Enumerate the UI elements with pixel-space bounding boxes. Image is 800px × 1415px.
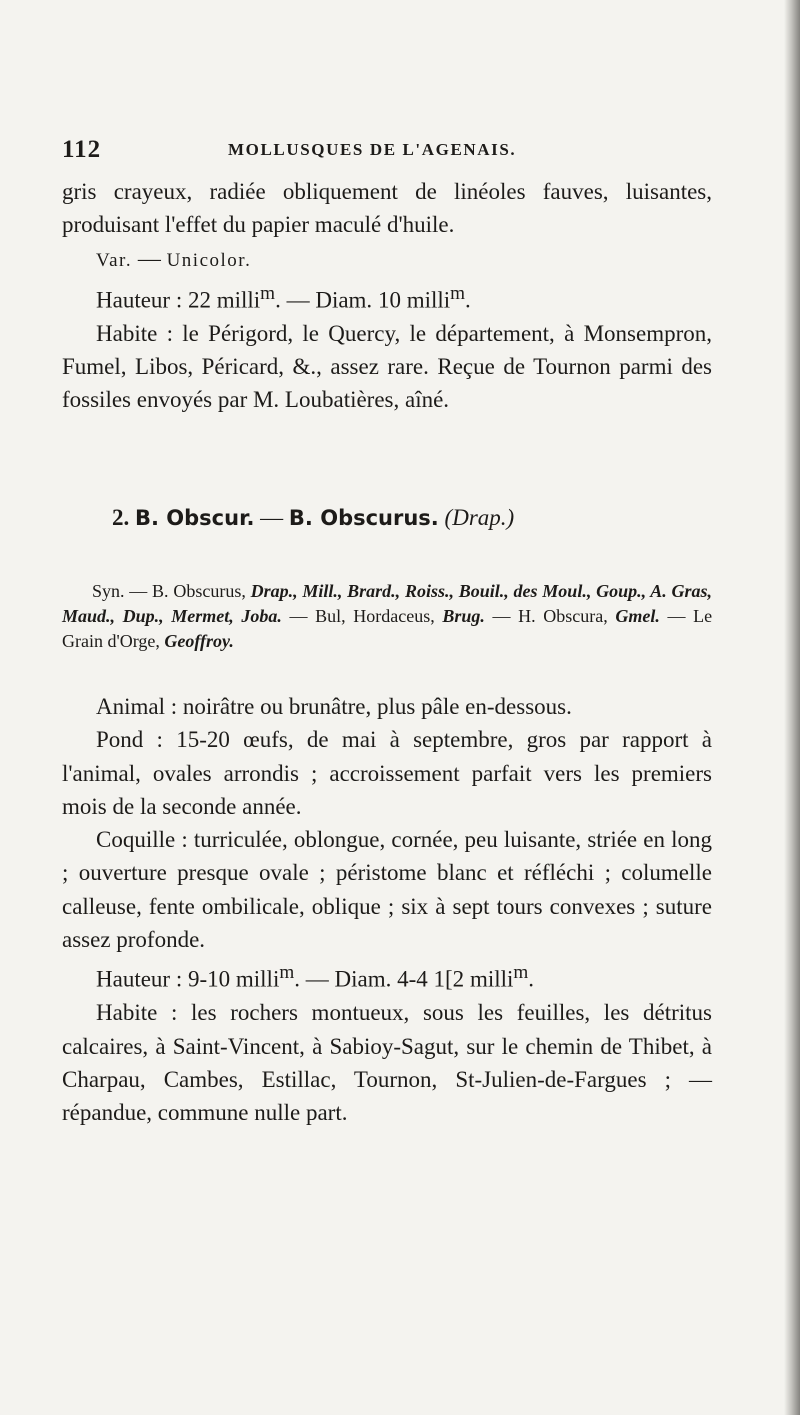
var-dash: — — [137, 245, 161, 271]
habitat-paragraph: Habite : le Périgord, le Quercy, le département, à Monsempron, Fumel, Libos, Péricard, &., assez rare. Reçue de Tournon parmi des fossiles envoyés par M. Loubatières, aîné. — [62, 320, 712, 413]
hauteur-value-2: 9-10 — [187, 967, 231, 993]
hauteur-value: 22 — [187, 287, 211, 313]
habitat-paragraph-2: Habite : les rochers montueux, sous les feuilles, les détritus calcaires, à Saint-Vincent, à Sabioy-Sagut, sur le chemin de Thibet, à Charpau, Cambes, Estillac, Tournon, St-Julien-de-Fargues ; — répandue, commune nulle part. — [62, 1000, 712, 1126]
syn-authors-1: Drap., Mill., Brard., Roiss., Bouil., des Moul., Goup., A. Gras, Maud., Dup., Mermet, Joba. — [62, 581, 712, 626]
hauteur-label-2: Hauteur : — [96, 967, 183, 993]
species-separator: — — [260, 505, 284, 530]
variety-line — [62, 242, 712, 277]
species-author: (Drap.) — [444, 505, 515, 530]
synonymy-text — [62, 579, 712, 654]
section-unicolor — [62, 175, 712, 417]
hauteur-unit-sup: m — [260, 282, 276, 304]
syn-text-4: — Le Grain d'Orge, — [62, 606, 713, 651]
diam-unit-2: milli — [469, 967, 514, 993]
animal-paragraph: Animal : noirâtre ou brunâtre, plus pâle en-dessous. — [96, 694, 572, 719]
hauteur-label: Hauteur : — [96, 287, 183, 313]
page-edge-shadow — [784, 0, 800, 1415]
pond-paragraph: Pond : 15-20 œufs, de mai à septembre, gros par rapport à l'animal, ovales arrondis ; accroissement parfait vers les premiers mois de la seconde année. — [62, 727, 712, 819]
diam-label: . — Diam. — [275, 287, 373, 313]
section-obscurus — [62, 690, 712, 1130]
hauteur-unit-2: milli — [235, 967, 280, 993]
diam-unit: milli — [406, 287, 451, 313]
running-head: MOLLUSQUES DE L'AGENAIS. — [228, 140, 517, 159]
paragraph-continuation: gris crayeux, radiée obliquement de linéoles fauves, luisantes, produisant l'effet du papier maculé d'huile. — [62, 179, 712, 238]
page-number: 112 — [62, 136, 102, 163]
coquille-paragraph: Coquille : turriculée, oblongue, cornée, peu luisante, striée en long ; ouverture presque ovale ; péristome blanc et réfléchi ; columelle calleuse, fente ombilicale, oblique ; six à sept tours convexes ; suture assez profonde. — [62, 827, 712, 953]
hauteur-unit: milli — [216, 287, 261, 313]
syn-authors-3: Gmel. — [615, 606, 660, 626]
species-number: 2. — [112, 505, 130, 530]
syn-text-1: Syn. — B. Obscurus, — [92, 581, 246, 601]
diam-unit-sup: m — [450, 282, 466, 304]
page-header — [62, 136, 702, 166]
species-french-name: B. Obscur. — [135, 506, 255, 530]
syn-text-2: — Bul, Hordaceus, — [289, 606, 435, 626]
measurements-line-2: Hauteur : 9-10 milli$^m$. — Diam. 4-4 1[2 milli$^m$. — [96, 962, 535, 993]
diam-value: 10 — [377, 287, 401, 313]
var-name: Unicolor. — [166, 249, 252, 271]
species-heading — [112, 501, 712, 535]
diam-label-2: . — Diam. — [294, 967, 392, 993]
hauteur-unit-sup-2: m — [279, 962, 295, 984]
syn-authors-4: Geoffroy. — [164, 631, 234, 651]
synonymy-block — [62, 579, 712, 654]
diam-value-2: 4-4 1[2 — [397, 967, 465, 993]
diam-unit-sup-2: m — [513, 962, 529, 984]
var-label: Var. — [96, 249, 133, 271]
syn-authors-2: Brug. — [442, 606, 485, 626]
measurements-line: Hauteur : 22 milli$^m$. — Diam. 10 milli$^m$. — [96, 282, 471, 313]
species-latin-name: B. Obscurus. — [288, 506, 439, 530]
syn-text-3: — H. Obscura, — [492, 606, 608, 626]
